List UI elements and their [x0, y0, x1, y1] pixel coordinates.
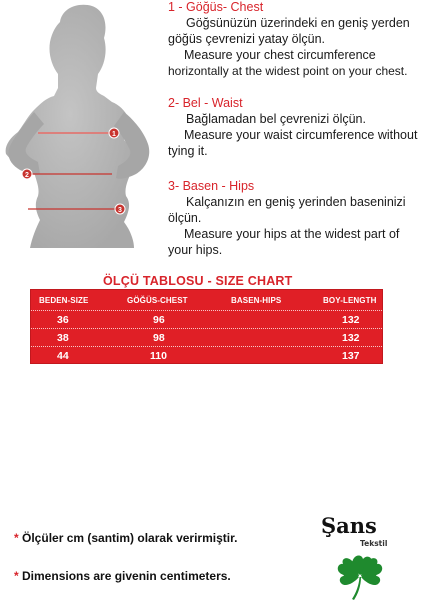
note-star: * [14, 569, 19, 583]
svg-text:2: 2 [25, 172, 29, 179]
hips-instructions [168, 179, 420, 258]
cell-chest: 96 [153, 313, 165, 326]
note-text: Dimensions are givenin centimeters. [22, 569, 231, 583]
clover-icon [332, 553, 388, 601]
hips-text-tr-1: Kalçanızın en geniş yerinden baseninizi [186, 195, 406, 209]
cell-size: 44 [57, 349, 69, 362]
hips-text-en-2: your hips. [168, 243, 223, 257]
chest-text-en-2: horizontally at the widest point on your chest. [168, 64, 408, 78]
cell-length: 132 [342, 331, 360, 344]
cell-length: 137 [342, 349, 360, 362]
header-chest: GÖĞÜS-CHEST [127, 295, 188, 305]
table-row [31, 346, 382, 364]
cell-chest: 98 [153, 331, 165, 344]
size-chart-title: ÖLÇÜ TABLOSU - SIZE CHART [103, 274, 293, 288]
brand-logo-subtitle: Tekstil [360, 539, 388, 548]
header-length: BOY-LENGTH [323, 295, 377, 305]
size-chart-table [31, 290, 382, 363]
hips-text-en-1: Measure your hips at the widest part of [184, 227, 400, 241]
marker-2 [22, 169, 32, 179]
cell-size: 38 [57, 331, 69, 344]
note-star: * [14, 531, 19, 545]
waist-instructions [168, 96, 420, 159]
svg-text:1: 1 [112, 131, 116, 138]
chest-text-en-1: Measure your chest circumference [184, 48, 376, 62]
size-chart-header-row [31, 290, 382, 310]
chest-text-tr-1: Göğsünüzün üzerindeki en geniş yerden [186, 16, 410, 30]
waist-text-en-1: Measure your waist circumference without [184, 128, 418, 142]
waist-text-en-2: tying it. [168, 144, 208, 158]
chest-title: 1 - Göğüs- Chest [168, 0, 264, 14]
chest-text-tr-2: göğüs çevrenizi yatay ölçün. [168, 32, 326, 46]
note-units-en [14, 569, 231, 583]
table-row [31, 328, 382, 346]
marker-3 [115, 204, 125, 214]
body-silhouette [0, 0, 165, 255]
waist-text-tr-1: Bağlamadan bel çevrenizi ölçün. [186, 112, 366, 126]
header-size: BEDEN-SIZE [39, 295, 89, 305]
chest-instructions [168, 0, 420, 79]
note-text: Ölçüler cm (santim) olarak verirmiştir. [22, 531, 238, 545]
cell-chest: 110 [150, 349, 167, 362]
svg-text:3: 3 [118, 207, 122, 214]
header-hips: BASEN-HIPS [231, 295, 282, 305]
cell-size: 36 [57, 313, 69, 326]
cell-length: 132 [342, 313, 360, 326]
waist-title: 2- Bel - Waist [168, 96, 243, 110]
hips-text-tr-2: ölçün. [168, 211, 202, 225]
note-units-tr [14, 531, 237, 545]
hips-title: 3- Basen - Hips [168, 179, 255, 193]
table-row [31, 310, 382, 328]
brand-logo-name: Şans [321, 513, 377, 538]
marker-1 [109, 128, 119, 138]
